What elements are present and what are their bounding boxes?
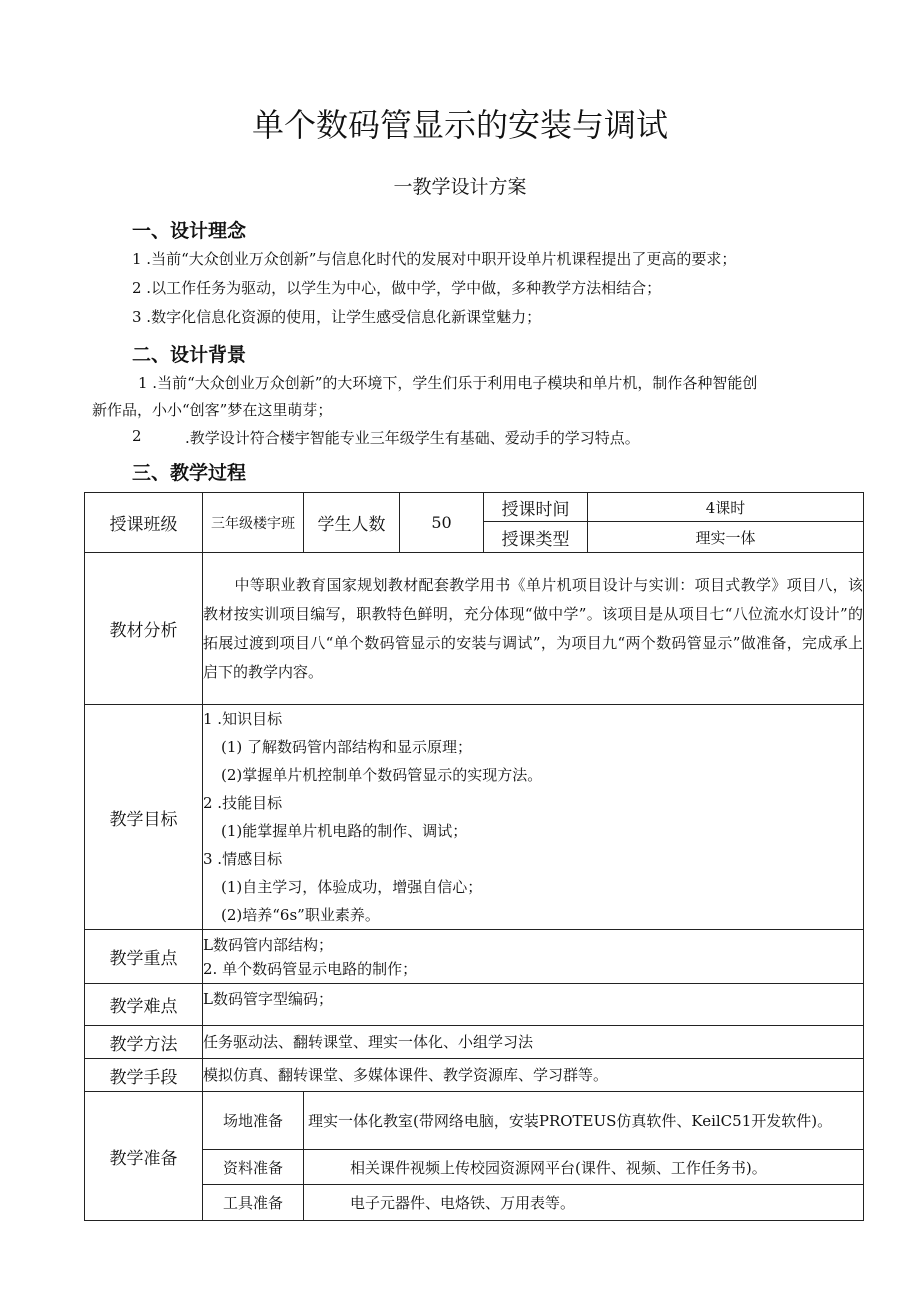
background-item-2-number: 2 <box>132 427 142 445</box>
teaching-process-table <box>84 492 864 1221</box>
goal-line: 1 .知识目标 <box>203 710 283 728</box>
document-subtitle: 一教学设计方案 <box>393 176 527 198</box>
material-analysis-text: 中等职业教育国家规划教材配套教学用书《单片机项目设计与实训：项目式教学》项目八，该教材按实训项目编写，职教特色鲜明，充分体现“做中学”。该项目是从项目七“八位流水灯设计”的拓展过渡到项目八“单个数码管显示的安装与调试”，为项目九“两个数码管显示”做准备，完成承上启下的教学内容。 <box>203 553 864 705</box>
students-value: 50 <box>400 493 484 553</box>
type-value: 理实一体 <box>588 522 864 553</box>
students-label: 学生人数 <box>304 493 400 553</box>
concept-item: 1 .当前“大众创业万众创新”与信息化时代的发展对中职开设单片机课程提出了更高的要求； <box>132 250 737 268</box>
background-item-1-line-1: 1 .当前“大众创业万众创新”的大环境下，学生们乐于利用电子模块和单片机，制作各种智能创 <box>138 374 758 392</box>
goal-line: 2 .技能目标 <box>203 794 283 812</box>
section-heading-design-background: 二、设计背景 <box>132 344 247 366</box>
document-title: 单个数码管显示的安装与调试 <box>251 106 668 144</box>
material-prep-label: 资料准备 <box>203 1150 304 1185</box>
means-label: 教学手段 <box>85 1059 203 1092</box>
goal-line: 3 .情感目标 <box>203 850 283 868</box>
goal-line: (2)培养“6s”职业素养。 <box>221 906 380 924</box>
class-value: 三年级楼宇班 <box>203 493 304 553</box>
key-point-item: 2. 单个数码管显示电路的制作； <box>203 959 418 978</box>
section-heading-teaching-process: 三、教学过程 <box>132 462 247 484</box>
goal-line: (2)掌握单片机控制单个数码管显示的实现方法。 <box>221 766 543 784</box>
goal-line: (1) 了解数码管内部结构和显示原理； <box>221 738 473 756</box>
goal-line: (1)自主学习，体验成功，增强自信心； <box>221 878 483 896</box>
concept-item: 3 .数字化信息化资源的使用，让学生感受信息化新课堂魅力； <box>132 308 542 326</box>
key-point-item: L数码管内部结构； <box>203 935 333 954</box>
venue-prep-text: 理实一体化教室(带网络电脑，安装PROTEUS仿真软件、KeilC51开发软件)。 <box>304 1092 864 1150</box>
difficulty-text: L数码管字型编码； <box>203 984 864 1026</box>
method-label: 教学方法 <box>85 1026 203 1059</box>
time-value: 4课时 <box>588 493 864 522</box>
material-analysis-label: 教材分析 <box>85 553 203 705</box>
class-label: 授课班级 <box>85 493 203 553</box>
method-text: 任务驱动法、翻转课堂、理实一体化、小组学习法 <box>203 1026 864 1059</box>
section-heading-design-concept: 一、设计理念 <box>132 220 247 242</box>
tool-prep-text: 电子元器件、电烙铁、万用表等。 <box>304 1185 864 1221</box>
type-label: 授课类型 <box>484 522 588 553</box>
means-text: 模拟仿真、翻转课堂、多媒体课件、教学资源库、学习群等。 <box>203 1059 864 1092</box>
difficulty-label: 教学难点 <box>85 984 203 1026</box>
material-prep-text: 相关课件视频上传校园资源网平台(课件、视频、工作任务书)。 <box>304 1150 864 1185</box>
goal-line: (1)能掌握单片机电路的制作、调试； <box>221 822 468 840</box>
venue-prep-label: 场地准备 <box>203 1092 304 1150</box>
key-points-label: 教学重点 <box>85 930 203 984</box>
teaching-goals-label: 教学目标 <box>85 705 203 930</box>
background-item-1-line-2: 新作品，小小“创客”梦在这里萌芽； <box>92 401 333 419</box>
teaching-goals-list <box>203 705 864 930</box>
concept-item: 2 .以工作任务为驱动，以学生为中心，做中学，学中做，多种教学方法相结合； <box>132 279 662 297</box>
background-item-2-text: .教学设计符合楼宇智能专业三年级学生有基础、爱动手的学习特点。 <box>185 429 640 447</box>
tool-prep-label: 工具准备 <box>203 1185 304 1221</box>
key-points-list <box>203 930 864 984</box>
preparation-label: 教学准备 <box>85 1092 203 1221</box>
time-label: 授课时间 <box>484 493 588 522</box>
